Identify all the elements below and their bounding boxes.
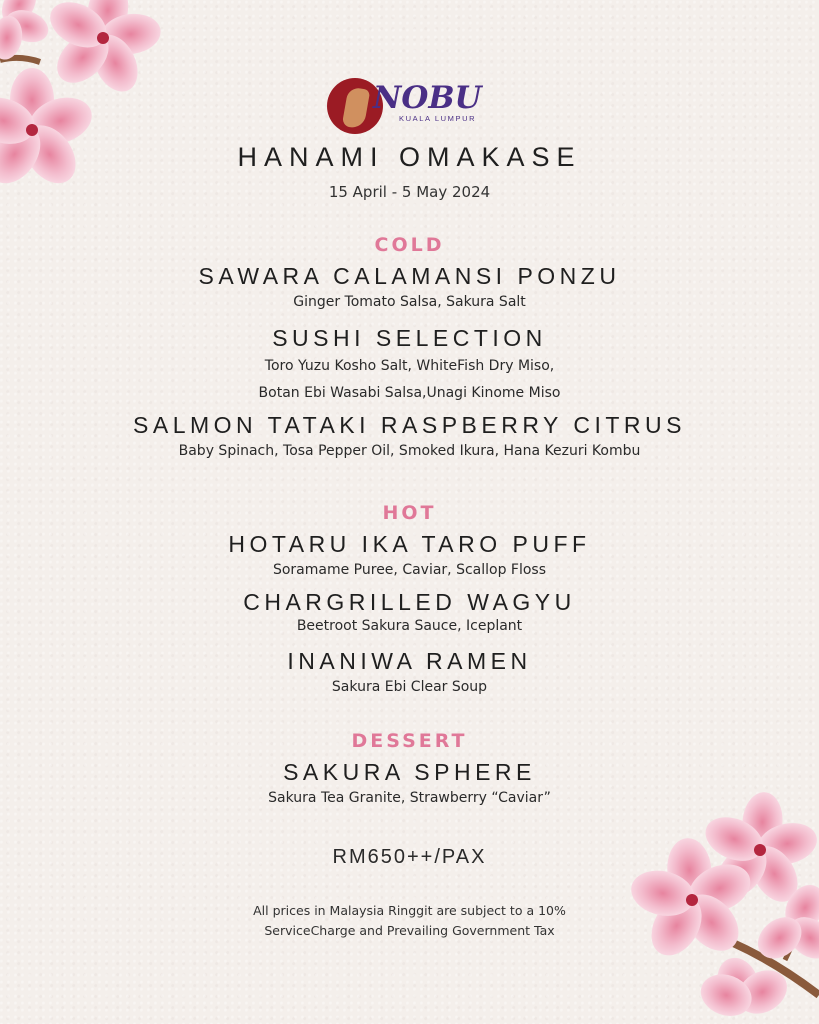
- dish-name: SALMON TATAKI RASPBERRY CITRUS: [133, 412, 686, 438]
- dish-name: INANIWA RAMEN: [287, 648, 532, 674]
- dish-description: Toro Yuzu Kosho Salt, WhiteFish Dry Miso,: [264, 358, 555, 374]
- dish-description: Soramame Puree, Caviar, Scallop Floss: [272, 562, 547, 578]
- logo-location: KUALA LUMPUR: [399, 114, 477, 123]
- logo-wordmark: NOBU: [373, 80, 482, 116]
- promotion-dates: 15 April - 5 May 2024: [328, 183, 491, 201]
- dish-name: CHARGRILLED WAGYU: [243, 589, 576, 615]
- section-heading-hot: HOT: [382, 502, 437, 524]
- page-title: HANAMI OMAKASE: [237, 142, 582, 172]
- dish-description: Baby Spinach, Tosa Pepper Oil, Smoked Ikura, Hana Kezuri Kombu: [178, 443, 641, 459]
- footnote-line: ServiceCharge and Prevailing Government Tax: [264, 923, 555, 938]
- dish-name: HOTARU IKA TARO PUFF: [228, 531, 591, 557]
- dish-name: SUSHI SELECTION: [272, 325, 547, 351]
- section-heading-cold: COLD: [374, 234, 445, 256]
- dish-name: SAKURA SPHERE: [283, 759, 536, 785]
- dish-name: SAWARA CALAMANSI PONZU: [198, 263, 621, 289]
- dish-description: Ginger Tomato Salsa, Sakura Salt: [293, 294, 526, 310]
- dish-description: Sakura Ebi Clear Soup: [331, 679, 488, 695]
- section-heading-dessert: DESSERT: [351, 730, 468, 752]
- dish-description: Botan Ebi Wasabi Salsa,Unagi Kinome Miso: [258, 385, 561, 401]
- dish-description: Beetroot Sakura Sauce, Iceplant: [296, 618, 523, 634]
- nobu-logo: [327, 78, 497, 138]
- footnote-line: All prices in Malaysia Ringgit are subject to a 10%: [253, 903, 566, 918]
- dish-description: Sakura Tea Granite, Strawberry “Caviar”: [268, 790, 551, 806]
- price-per-pax: RM650++/PAX: [332, 846, 487, 868]
